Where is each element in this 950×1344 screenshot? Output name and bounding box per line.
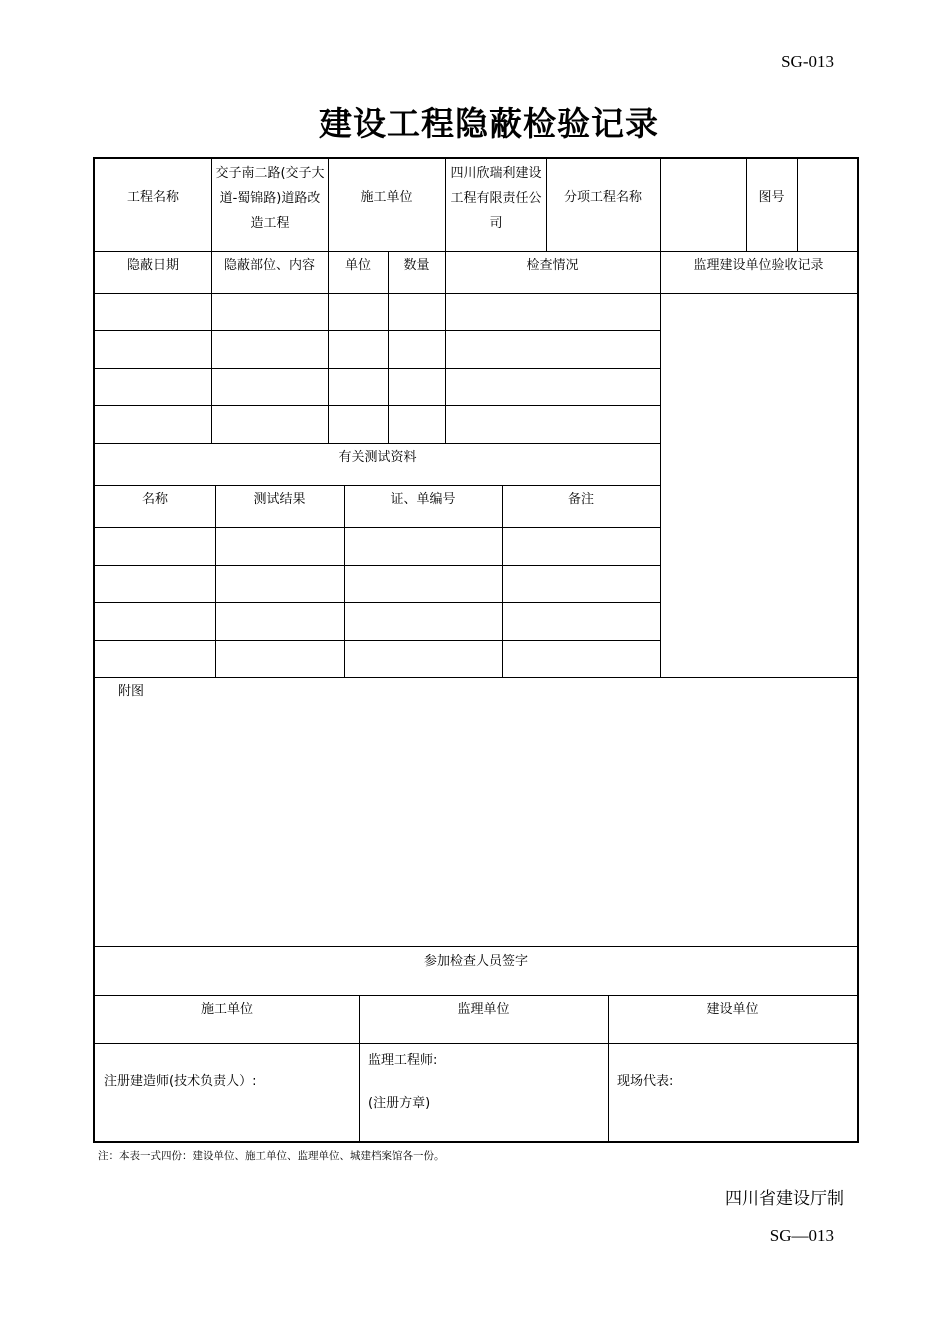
- rule: [95, 602, 660, 603]
- supervisor-seal-field: (注册方章): [368, 1096, 431, 1111]
- rule: [211, 251, 212, 443]
- column-quantity: 数量: [403, 258, 430, 273]
- column-date: 隐蔽日期: [126, 258, 179, 273]
- signature-contractor: 施工单位: [200, 1002, 253, 1017]
- rule: [95, 443, 660, 444]
- subproject-label: 分项工程名称: [563, 190, 642, 205]
- rule: [502, 485, 503, 677]
- rule: [95, 405, 660, 406]
- rule: [95, 640, 660, 641]
- rule: [95, 527, 660, 528]
- rule: [95, 293, 857, 294]
- contractor-signature-field: 注册建造师(技术负责人）:: [104, 1074, 257, 1089]
- rule: [95, 251, 857, 252]
- project-name-value: 交子南二路(交子大道-蜀锦路)道路改造工程: [215, 166, 325, 231]
- rule: [95, 485, 660, 486]
- test-header-name: 名称: [141, 492, 168, 507]
- drawing-no-value: [797, 159, 857, 251]
- project-name-label: 工程名称: [126, 190, 179, 205]
- drawing-no-label: 图号: [758, 190, 785, 205]
- rule: [215, 485, 216, 677]
- attachment-label: 附图: [118, 684, 145, 699]
- rule: [95, 565, 660, 566]
- contractor-label: 施工单位: [360, 190, 413, 205]
- rule: [95, 995, 857, 996]
- column-location-content: 隐蔽部位、内容: [223, 258, 315, 273]
- rule: [344, 485, 345, 677]
- contractor-value: 四川欣瑞利建设工程有限责任公司: [450, 166, 542, 231]
- subproject-value: [660, 159, 746, 251]
- page-title: 建设工程隐蔽检验记录: [319, 104, 659, 143]
- column-unit: 单位: [344, 258, 371, 273]
- test-header-result: 测试结果: [253, 492, 306, 507]
- rule: [660, 251, 661, 677]
- column-inspection: 检查情况: [526, 258, 579, 273]
- issuer: 四川省建设厅制: [725, 1189, 844, 1209]
- supervisor-signature-field: 监理工程师:: [368, 1053, 438, 1068]
- test-header-certificate-no: 证、单编号: [390, 492, 456, 507]
- rule: [95, 677, 857, 678]
- rule: [388, 251, 389, 443]
- signature-owner: 建设单位: [706, 1002, 759, 1017]
- column-supervision-record: 监理建设单位验收记录: [693, 258, 824, 273]
- rule: [445, 251, 446, 443]
- rule: [95, 330, 660, 331]
- signature-supervisor: 监理单位: [457, 1002, 510, 1017]
- form-code-top: SG-013: [781, 52, 834, 71]
- test-header-remarks: 备注: [567, 492, 594, 507]
- test-section-title: 有关测试资料: [338, 450, 417, 465]
- form-code-bottom: SG—013: [769, 1226, 834, 1245]
- rule: [445, 159, 446, 251]
- inspection-form: [93, 157, 859, 1143]
- rule: [211, 159, 212, 251]
- rule: [95, 1043, 857, 1044]
- rule: [328, 251, 329, 443]
- rule: [95, 946, 857, 947]
- rule: [95, 368, 660, 369]
- owner-signature-field: 现场代表:: [617, 1074, 674, 1089]
- signature-title: 参加检查人员签字: [423, 954, 528, 969]
- footnote: 注：本表一式四份：建设单位、施工单位、监理单位、城建档案馆各一份。: [98, 1150, 445, 1162]
